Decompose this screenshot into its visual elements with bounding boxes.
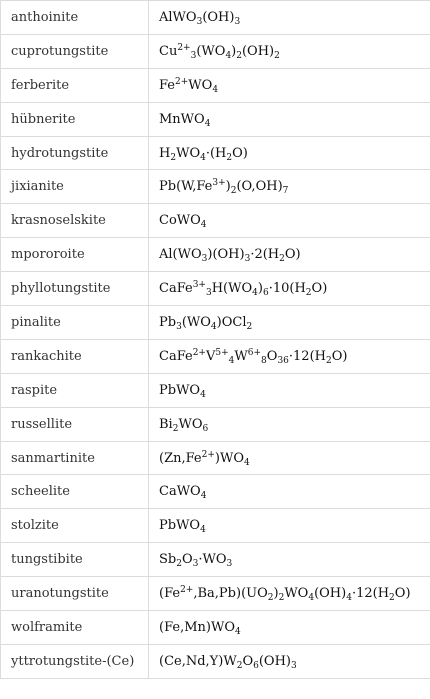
chemical-formula-cell: $(Fe^{2+},Ba,Pb)(UO_2)_2WO_4(OH)_4\cdot 12(H_2O)$: [149, 577, 430, 611]
mineral-name-cell: ferberite: [1, 68, 149, 102]
chemical-formula-cell: $Sb_2O_3\cdot WO_3$: [149, 543, 430, 577]
table-row: [1, 373, 430, 407]
mineral-name-cell: hydrotungstite: [1, 136, 149, 170]
mineral-name-cell: wolframite: [1, 611, 149, 645]
chemical-formula-cell: $CaFe^{2+}V^{5+}_4W^{6+}_8O_{36}\cdot 12(H_2O)$: [149, 339, 430, 373]
chemical-formula-cell: $AlWO_3(OH)_3$: [149, 1, 430, 35]
table-row: [1, 509, 430, 543]
chemical-formula-cell: $Pb_3(WO_4)OCl_2$: [149, 306, 430, 340]
chemical-formula-cell: PbWO$_4$: [149, 509, 430, 543]
chemical-formula-cell: $(Zn,Fe^{2+})WO_4$: [149, 441, 430, 475]
mineral-name-cell: mpororoite: [1, 238, 149, 272]
table-row: [1, 102, 430, 136]
mineral-name-cell: stolzite: [1, 509, 149, 543]
chemical-formula-cell: $(Ce,Nd,Y)W_2O_6(OH)_3$: [149, 644, 430, 678]
chemical-formula-cell: $Pb(W,Fe^{3+})_2(O,OH)_7$: [149, 170, 430, 204]
chemical-formula-cell: $Cu^{2+}_3(WO_4)_2(OH)_2$: [149, 34, 430, 68]
table-row: [1, 68, 430, 102]
chemical-formula-cell: CoWO$_4$: [149, 204, 430, 238]
table-row: [1, 407, 430, 441]
mineral-name-cell: yttrotungstite-(Ce): [1, 644, 149, 678]
table-row: [1, 170, 430, 204]
chemical-formula-cell: MnWO$_4$: [149, 102, 430, 136]
mineral-name-cell: uranotungstite: [1, 577, 149, 611]
table-body: [1, 1, 430, 679]
chemical-formula-cell: PbWO$_4$: [149, 373, 430, 407]
mineral-name-cell: raspite: [1, 373, 149, 407]
mineral-name-cell: pinalite: [1, 306, 149, 340]
mineral-name-cell: jixianite: [1, 170, 149, 204]
chemical-formula-cell: $CaFe^{3+}_3H(WO_4)_6\cdot 10(H_2O)$: [149, 272, 430, 306]
table-row: [1, 204, 430, 238]
table-row: [1, 272, 430, 306]
table-row: [1, 611, 430, 645]
mineral-name-cell: cuprotungstite: [1, 34, 149, 68]
table-row: [1, 339, 430, 373]
mineral-name-cell: sanmartinite: [1, 441, 149, 475]
chemical-formula-cell: $Al(WO_3)(OH)_3\cdot 2(H_2O)$: [149, 238, 430, 272]
table-row: [1, 306, 430, 340]
mineral-name-cell: hübnerite: [1, 102, 149, 136]
table-row: [1, 238, 430, 272]
table-row: [1, 644, 430, 678]
chemical-formula-cell: $Bi_2WO_6$: [149, 407, 430, 441]
table-row: [1, 577, 430, 611]
chemical-formula-cell: $(Fe,Mn)WO_4$: [149, 611, 430, 645]
table-row: [1, 34, 430, 68]
mineral-name-cell: russellite: [1, 407, 149, 441]
table-row: [1, 543, 430, 577]
table-row: [1, 475, 430, 509]
table-row: [1, 441, 430, 475]
mineral-name-cell: krasnoselskite: [1, 204, 149, 238]
chemical-formula-cell: CaWO$_4$: [149, 475, 430, 509]
mineral-name-cell: rankachite: [1, 339, 149, 373]
chemical-formula-cell: $H_2WO_4\cdot(H_2O)$: [149, 136, 430, 170]
mineral-name-cell: scheelite: [1, 475, 149, 509]
table-row: [1, 1, 430, 35]
chemical-formula-cell: $Fe^{2+}WO_4$: [149, 68, 430, 102]
table-row: [1, 136, 430, 170]
mineral-name-cell: tungstibite: [1, 543, 149, 577]
mineral-name-cell: phyllotungstite: [1, 272, 149, 306]
mineral-name-cell: anthoinite: [1, 1, 149, 35]
